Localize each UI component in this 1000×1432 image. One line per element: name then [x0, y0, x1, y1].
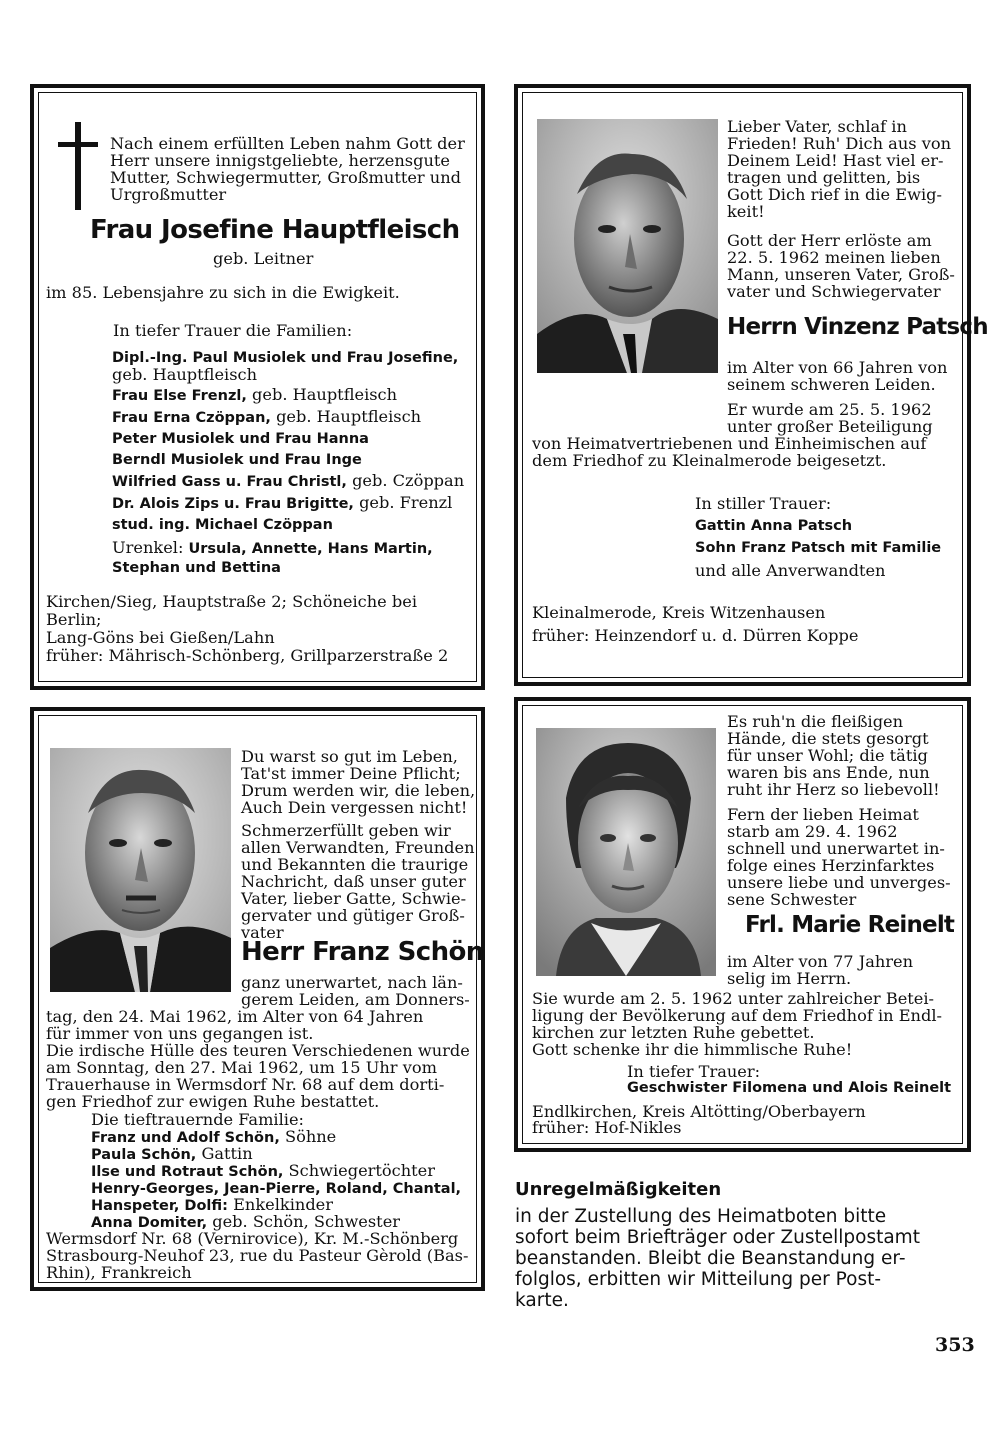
patsch-mourners-rest: und alle Anverwandten: [695, 561, 886, 580]
family-line: Henry-Georges, Jean-Pierre, Roland, Chantal,: [91, 1181, 462, 1197]
schoen-death-a: ganz unerwartet, nach län- gerem Leiden, am Donners-: [241, 973, 470, 1009]
family-line: geb. Hauptfleisch: [112, 365, 258, 384]
patsch-burial-3: von Heimatvertriebenen und Einheimischen auf: [532, 434, 927, 453]
page-number: 353: [935, 1334, 975, 1356]
schoen-death-b: tag, den 24. Mai 1962, im Alter von 64 Jahren für immer von uns gegangen ist. Die irdische Hülle des teuren Verschiedenen wurde am Sonntag, den 27. Mai 1962, um 15 Uhr vom Trauerhause in Wermsdorf Nr. 68 auf dem dorti- gen Friedhof zur ewigen Ruhe bestattet.: [46, 1007, 470, 1111]
portrait-photo: [536, 728, 716, 976]
family-line: Hanspeter, Dolfi: Enkelkinder: [91, 1195, 333, 1214]
family-line: Frau Else Frenzl, geb. Hauptfleisch: [112, 385, 398, 404]
portrait-photo: [537, 119, 718, 373]
family-line: Franz und Adolf Schön, Söhne: [91, 1127, 337, 1146]
family-line: Anna Domiter, geb. Schön, Schwester: [91, 1212, 401, 1231]
hauptfleisch-born: geb. Leitner: [213, 249, 314, 268]
patsch-intro: Gott der Herr erlöste am 22. 5. 1962 meinen lieben Mann, unseren Vater, Groß- vater und Schwiegervater: [727, 231, 955, 301]
hauptfleisch-urenkel: Urenkel: Ursula, Annette, Hans Martin,: [112, 538, 433, 557]
schoen-addresses: Wermsdorf Nr. 68 (Vernirovice), Kr. M.-Schönberg Strasbourg-Neuhof 23, rue du Pasteur Gèrold (Bas- Rhin), Frankreich: [46, 1229, 469, 1282]
patsch-mourner: Sohn Franz Patsch mit Familie: [695, 540, 942, 556]
reinelt-place: Endlkirchen, Kreis Altötting/Oberbayern: [532, 1102, 866, 1121]
family-line: Frau Erna Czöppan, geb. Hauptfleisch: [112, 407, 422, 426]
patsch-former: früher: Heinzendorf u. d. Dürren Koppe: [532, 626, 859, 645]
patsch-burial-4: dem Friedhof zu Kleinalmerode beigesetzt.: [532, 451, 887, 470]
family-line: Dipl.-Ing. Paul Musiolek und Frau Josefine,: [112, 350, 459, 366]
reinelt-burial: Sie wurde am 2. 5. 1962 unter zahlreicher Betei- ligung der Bevölkerung auf dem Friedhof in Endl- kirchen zur letzten Ruhe gebettet. Gott schenke ihr die himmlische Ruhe!: [532, 989, 942, 1059]
notice-body: in der Zustellung des Heimatboten bitte sofort beim Briefträger oder Zustellpostamt beanstanden. Bleibt die Beanstandung er- folglos, erbitten wir Mitteilung per Post- karte.: [515, 1206, 920, 1311]
hauptfleisch-mourning-intro: In tiefer Trauer die Familien:: [113, 321, 353, 340]
hauptfleisch-families: [112, 348, 482, 536]
family-line: Paula Schön, Gattin: [91, 1144, 253, 1163]
family-line: stud. ing. Michael Czöppan: [112, 517, 333, 533]
schoen-family: [91, 1128, 476, 1230]
hauptfleisch-age: im 85. Lebensjahre zu sich in die Ewigkeit.: [46, 283, 400, 302]
reinelt-former: früher: Hof-Nikles: [532, 1118, 682, 1137]
patsch-burial-2: unter großer Beteiligung: [727, 417, 933, 436]
schoen-poem: Du warst so gut im Leben, Tat'st immer Deine Pflicht; Drum werden wir, die leben, Auch Dein vergessen nicht!: [241, 747, 476, 817]
hauptfleisch-name: Frau Josefine Hauptfleisch: [90, 215, 460, 245]
reinelt-mourners: Geschwister Filomena und Alois Reinelt: [627, 1080, 952, 1096]
reinelt-age: im Alter von 77 Jahren selig im Herrn.: [727, 952, 914, 988]
reinelt-poem: Es ruh'n die fleißigen Hände, die stets gesorgt für unser Wohl; die tätig waren bis ans Ende, nun ruht ihr Herz so liebevoll!: [727, 712, 940, 799]
reinelt-mourning-intro: In tiefer Trauer:: [627, 1062, 761, 1081]
notice-title: Unregelmäßigkeiten: [515, 1179, 722, 1200]
family-line: Wilfried Gass u. Frau Christl, geb. Czöppan: [112, 471, 465, 490]
family-line: Berndl Musiolek und Frau Inge: [112, 452, 362, 468]
family-line: Ilse und Rotraut Schön, Schwiegertöchter: [91, 1161, 435, 1180]
patsch-mourning-intro: In stiller Trauer:: [695, 494, 832, 513]
portrait-photo: [50, 748, 231, 992]
hauptfleisch-urenkel-2: Stephan und Bettina: [112, 560, 281, 576]
hauptfleisch-intro: Nach einem erfüllten Leben nahm Gott der Herr unsere innigstgeliebte, herzensgute Mutter, Schwiegermutter, Großmutter und Urgroßmutter: [110, 134, 465, 204]
patsch-name: Herrn Vinzenz Patsch: [727, 314, 988, 340]
family-line: Peter Musiolek und Frau Hanna: [112, 431, 369, 447]
schoen-intro: Schmerzerfüllt geben wir allen Verwandten, Freunden und Bekannten die traurige Nachricht, daß unser guter Vater, lieber Gatte, Schwie- gervater und gütiger Groß- vater: [241, 821, 475, 942]
patsch-burial-1: Er wurde am 25. 5. 1962: [727, 400, 932, 419]
cross-symbol: [58, 122, 98, 212]
patsch-mourner: Gattin Anna Patsch: [695, 518, 853, 534]
patsch-age: im Alter von 66 Jahren von seinem schweren Leiden.: [727, 358, 948, 394]
schoen-name: Herr Franz Schön: [241, 937, 484, 967]
schoen-mourning-intro: Die tieftrauernde Familie:: [91, 1110, 304, 1129]
reinelt-name: Frl. Marie Reinelt: [745, 912, 955, 938]
family-line: Dr. Alois Zips u. Frau Brigitte, geb. Frenzl: [112, 493, 453, 512]
patsch-poem: Lieber Vater, schlaf in Frieden! Ruh' Dich aus von Deinem Leid! Hast viel er- tragen und gelitten, bis Gott Dich rief in die Ewig- keit!: [727, 117, 952, 221]
patsch-place: Kleinalmerode, Kreis Witzenhausen: [532, 603, 826, 622]
hauptfleisch-addresses: Kirchen/Sieg, Hauptstraße 2; Schöneiche bei Berlin; Lang-Göns bei Gießen/Lahn früher: Mährisch-Schönberg, Grillparzerstraße 2: [46, 592, 449, 665]
reinelt-intro: Fern der lieben Heimat starb am 29. 4. 1962 schnell und unerwartet in- folge eines Herzinfarktes unsere liebe und unverges- sene Schwester: [727, 805, 951, 909]
